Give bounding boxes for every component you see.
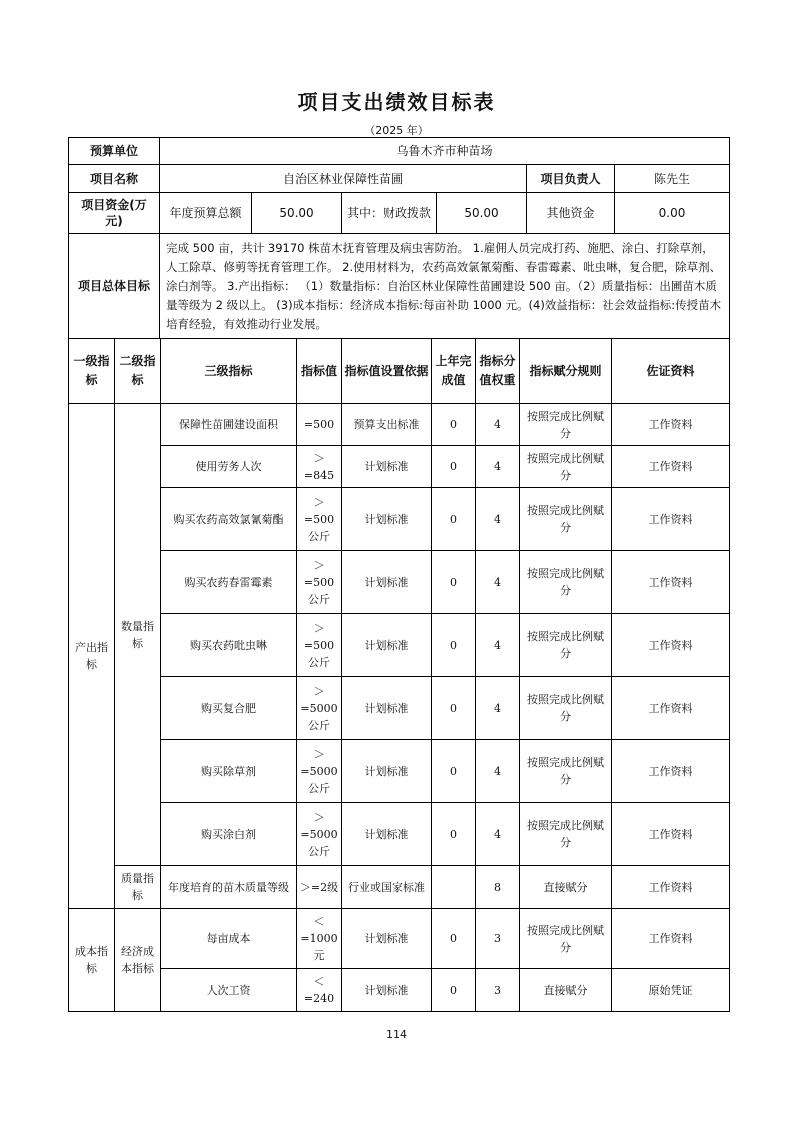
indicator-name: 购买农药春雷霉素 xyxy=(161,551,297,614)
indicator-prev: 0 xyxy=(432,969,476,1012)
indicator-basis: 计划标准 xyxy=(342,803,432,866)
other-funds-value: 0.00 xyxy=(615,193,730,234)
indicator-name: 每亩成本 xyxy=(161,909,297,969)
project-leader-value: 陈先生 xyxy=(615,165,730,193)
indicator-value: ＜=240 xyxy=(297,969,342,1012)
indicator-basis: 计划标准 xyxy=(342,677,432,740)
col-header-prev: 上年完成值 xyxy=(432,339,476,404)
table-row xyxy=(69,740,730,803)
indicator-value: ＞=500公斤 xyxy=(297,614,342,677)
group-quality: 质量指标 xyxy=(115,866,161,909)
indicator-value: ＞=500公斤 xyxy=(297,488,342,551)
col-header-basis: 指标值设置依据 xyxy=(342,339,432,404)
indicator-table xyxy=(68,338,730,1012)
indicator-evidence: 工作资料 xyxy=(612,803,730,866)
indicator-basis: 计划标准 xyxy=(342,740,432,803)
indicator-rule: 按照完成比例赋分 xyxy=(520,677,612,740)
overall-goal-text: 完成 500 亩，共计 39170 株苗木抚育管理及病虫害防治。 1.雇佣人员完成打药、施肥、涂白、打除草剂，人工除草、修剪等抚育管理工作。 2.使用材料为，农药高效氯氰菊酯、春雷霉素、吡虫啉，复合肥，除草剂、涂白剂等。 3.产出指标： （1）数量指标：自治区林业保障性苗圃建设 500 亩。（2）质量指标：出圃苗木质量等级为 2 级以上。 (3)成本指标：经济成本指标:每亩补助 1000 元。(4)效益指标：社会效益指标:传授苗木培育经验，有效推动行业发展。 xyxy=(160,234,730,339)
indicator-name: 购买复合肥 xyxy=(161,677,297,740)
indicator-value: ＞=2级 xyxy=(297,866,342,909)
indicator-value: ＞=5000公斤 xyxy=(297,677,342,740)
indicator-prev: 0 xyxy=(432,803,476,866)
indicator-prev: 0 xyxy=(432,488,476,551)
indicator-prev: 0 xyxy=(432,909,476,969)
table-row xyxy=(69,969,730,1012)
indicator-rule: 按照完成比例赋分 xyxy=(520,740,612,803)
indicator-value: ＜=1000元 xyxy=(297,909,342,969)
table-row xyxy=(69,909,730,969)
indicator-basis: 计划标准 xyxy=(342,551,432,614)
indicator-value: ＞=845 xyxy=(297,446,342,488)
indicator-name: 购买涂白剂 xyxy=(161,803,297,866)
indicator-rule: 按照完成比例赋分 xyxy=(520,551,612,614)
indicator-basis: 行业或国家标准 xyxy=(342,866,432,909)
annual-budget-value: 50.00 xyxy=(252,193,342,234)
indicator-evidence: 工作资料 xyxy=(612,677,730,740)
indicator-basis: 计划标准 xyxy=(342,488,432,551)
indicator-prev: 0 xyxy=(432,614,476,677)
col-header-level3: 三级指标 xyxy=(161,339,297,404)
indicator-name: 使用劳务人次 xyxy=(161,446,297,488)
indicator-weight: 4 xyxy=(476,614,520,677)
budget-unit-value: 乌鲁木齐市种苗场 xyxy=(160,138,730,165)
indicator-name: 人次工资 xyxy=(161,969,297,1012)
indicator-value: ＞=500公斤 xyxy=(297,551,342,614)
indicator-name: 购买除草剂 xyxy=(161,740,297,803)
table-row xyxy=(69,404,730,446)
project-funds-label: 项目资金(万元) xyxy=(69,193,160,234)
indicator-evidence: 工作资料 xyxy=(612,866,730,909)
indicator-prev: 0 xyxy=(432,446,476,488)
budget-unit-label: 预算单位 xyxy=(69,138,160,165)
project-leader-label: 项目负责人 xyxy=(527,165,615,193)
indicator-evidence: 工作资料 xyxy=(612,551,730,614)
table-row xyxy=(69,446,730,488)
table-row xyxy=(69,551,730,614)
indicator-weight: 4 xyxy=(476,446,520,488)
indicator-weight: 4 xyxy=(476,404,520,446)
indicator-prev: 0 xyxy=(432,551,476,614)
table-row xyxy=(69,803,730,866)
indicator-basis: 计划标准 xyxy=(342,909,432,969)
indicator-rule: 按照完成比例赋分 xyxy=(520,803,612,866)
annual-budget-label: 年度预算总额 xyxy=(160,193,252,234)
indicator-evidence: 工作资料 xyxy=(612,404,730,446)
indicator-value: ＞=5000公斤 xyxy=(297,803,342,866)
indicator-evidence: 工作资料 xyxy=(612,740,730,803)
indicator-rule: 按照完成比例赋分 xyxy=(520,488,612,551)
other-funds-label: 其他资金 xyxy=(527,193,615,234)
indicator-rule: 按照完成比例赋分 xyxy=(520,404,612,446)
indicator-prev: 0 xyxy=(432,404,476,446)
overall-goal-label: 项目总体目标 xyxy=(69,234,160,339)
col-header-evidence: 佐证资料 xyxy=(612,339,730,404)
group-quantity: 数量指标 xyxy=(115,404,161,866)
indicator-weight: 4 xyxy=(476,488,520,551)
indicator-name: 购买农药吡虫啉 xyxy=(161,614,297,677)
indicator-weight: 3 xyxy=(476,969,520,1012)
indicator-value: =500 xyxy=(297,404,342,446)
indicator-weight: 3 xyxy=(476,909,520,969)
indicator-value: ＞=5000公斤 xyxy=(297,740,342,803)
table-row xyxy=(69,866,730,909)
indicator-rule: 按照完成比例赋分 xyxy=(520,446,612,488)
indicator-basis: 预算支出标准 xyxy=(342,404,432,446)
indicator-basis: 计划标准 xyxy=(342,614,432,677)
indicator-rule: 按照完成比例赋分 xyxy=(520,909,612,969)
indicator-name: 保障性苗圃建设面积 xyxy=(161,404,297,446)
indicator-weight: 4 xyxy=(476,803,520,866)
indicator-prev: 0 xyxy=(432,740,476,803)
document-title: 项目支出绩效目标表 xyxy=(297,90,496,114)
indicator-prev: 0 xyxy=(432,677,476,740)
table-row xyxy=(69,614,730,677)
page-number: 114 xyxy=(386,1028,407,1041)
indicator-evidence: 工作资料 xyxy=(612,488,730,551)
fiscal-funds-value: 50.00 xyxy=(437,193,527,234)
col-header-level1: 一级指标 xyxy=(69,339,115,404)
project-info-table xyxy=(68,137,730,339)
group-economic-cost: 经济成本指标 xyxy=(115,909,161,1012)
indicator-evidence: 工作资料 xyxy=(612,614,730,677)
col-header-value: 指标值 xyxy=(297,339,342,404)
col-header-level2: 二级指标 xyxy=(115,339,161,404)
table-row xyxy=(69,677,730,740)
indicator-basis: 计划标准 xyxy=(342,969,432,1012)
table-row xyxy=(69,488,730,551)
indicator-weight: 8 xyxy=(476,866,520,909)
indicator-prev xyxy=(432,866,476,909)
col-header-rule: 指标赋分规则 xyxy=(520,339,612,404)
indicator-weight: 4 xyxy=(476,740,520,803)
group-cost: 成本指标 xyxy=(69,909,115,1012)
indicator-name: 年度培育的苗木质量等级 xyxy=(161,866,297,909)
indicator-weight: 4 xyxy=(476,677,520,740)
project-name-label: 项目名称 xyxy=(69,165,160,193)
indicator-evidence: 工作资料 xyxy=(612,446,730,488)
col-header-weight: 指标分值权重 xyxy=(476,339,520,404)
indicator-name: 购买农药高效氯氰菊酯 xyxy=(161,488,297,551)
group-output: 产出指标 xyxy=(69,404,115,909)
project-name-value: 自治区林业保障性苗圃 xyxy=(160,165,527,193)
indicator-evidence: 工作资料 xyxy=(612,909,730,969)
indicator-weight: 4 xyxy=(476,551,520,614)
indicator-rule: 直接赋分 xyxy=(520,866,612,909)
indicator-basis: 计划标准 xyxy=(342,446,432,488)
fiscal-funds-label: 其中：财政拨款 xyxy=(342,193,437,234)
indicator-rule: 直接赋分 xyxy=(520,969,612,1012)
indicator-rule: 按照完成比例赋分 xyxy=(520,614,612,677)
indicator-evidence: 原始凭证 xyxy=(612,969,730,1012)
document-year: （2025 年） xyxy=(364,124,429,137)
